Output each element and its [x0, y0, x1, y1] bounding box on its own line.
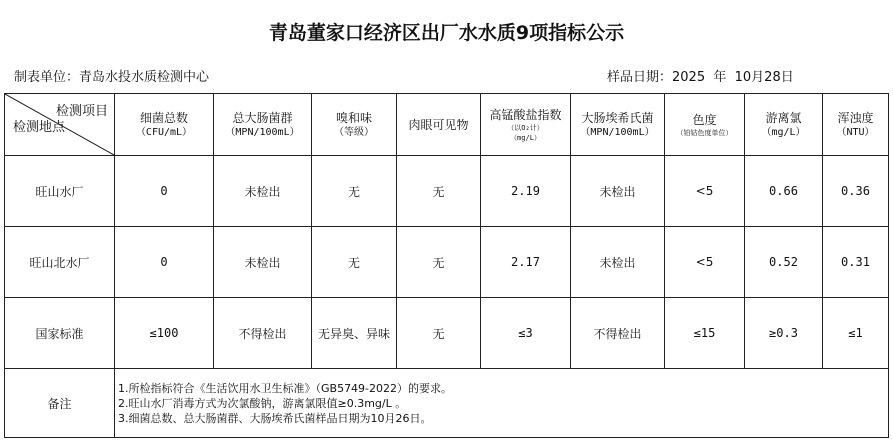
header-cell — [745, 94, 823, 156]
value-cell: ≤3 — [481, 298, 571, 369]
header-cell — [214, 94, 312, 156]
notes-row — [5, 369, 889, 438]
table-row — [5, 156, 889, 227]
header-unit: （铂钴色度单位） — [676, 128, 733, 137]
corner-sites-label: 检测地点 — [13, 120, 66, 135]
sample-date — [607, 66, 794, 85]
header-unit: （以O₂计） — [507, 123, 544, 132]
header-row — [5, 94, 889, 156]
header-name: 游离氯 — [765, 111, 802, 125]
header-cell — [665, 94, 745, 156]
header-cell — [397, 94, 481, 156]
corner-items-label: 检测项目 — [55, 104, 108, 119]
note-line: 3.细菌总数、总大肠菌群、大肠埃希氏菌样品日期为10月26日。 — [118, 411, 432, 425]
header-name: 总大肠菌群 — [232, 111, 293, 125]
value-cell: 0.66 — [745, 156, 823, 227]
header-name: 浑浊度 — [837, 111, 874, 125]
value-cell: 未检出 — [214, 156, 312, 227]
header-cell — [481, 94, 571, 156]
value-cell: 无 — [312, 227, 397, 298]
value-cell: 无 — [397, 227, 481, 298]
corner-header-cell — [5, 94, 115, 156]
value-cell: 0.52 — [745, 227, 823, 298]
table-row — [5, 227, 889, 298]
value-cell: 无 — [397, 298, 481, 369]
header-cell — [312, 94, 397, 156]
header-unit: （等级） — [334, 127, 374, 138]
value-cell: 0 — [115, 227, 214, 298]
header-cell — [115, 94, 214, 156]
value-cell: 无 — [397, 156, 481, 227]
value-cell: 不得检出 — [571, 298, 665, 369]
header-cell — [571, 94, 665, 156]
value-cell: 0 — [115, 156, 214, 227]
header-name: 色度 — [692, 112, 717, 127]
note-line: 2.旺山水厂消毒方式为次氯酸钠，游离氯限值≥0.3mg/L 。 — [118, 396, 407, 410]
value-cell: 未检出 — [214, 227, 312, 298]
value-cell: 0.36 — [823, 156, 889, 227]
header-name: 细菌总数 — [139, 111, 188, 125]
value-cell: 无 — [312, 156, 397, 227]
value-cell: 2.17 — [481, 227, 571, 298]
value-cell: ≤15 — [665, 298, 745, 369]
notes-label: 备注 — [5, 369, 115, 438]
notes-cell — [115, 369, 889, 438]
header-unit: （mg/L） — [761, 127, 806, 138]
header-name: 肉眼可见物 — [408, 117, 469, 132]
value-cell: 未检出 — [571, 156, 665, 227]
header-name: 大肠埃希氏菌 — [581, 111, 654, 125]
value-cell: 2.19 — [481, 156, 571, 227]
header-name: 高锰酸盐指数 — [489, 107, 562, 122]
value-cell: 未检出 — [571, 227, 665, 298]
sample-date-label: 样品日期： — [607, 70, 673, 85]
header-unit: （CFU/mL） — [135, 127, 193, 138]
page-title: 青岛董家口经济区出厂水水质9项指标公示 — [268, 22, 625, 44]
table-row — [5, 298, 889, 369]
value-cell: ≤100 — [115, 298, 214, 369]
value-cell: ≥0.3 — [745, 298, 823, 369]
value-cell: 0.31 — [823, 227, 889, 298]
header-unit: （NTU） — [836, 127, 875, 138]
water-quality-table — [4, 93, 889, 438]
value-cell: <5 — [665, 156, 745, 227]
value-cell: ≤1 — [823, 298, 889, 369]
header-unit: （mg/L） — [510, 133, 541, 142]
header-unit: （MPN/100mL） — [580, 127, 655, 138]
value-cell: 不得检出 — [214, 298, 312, 369]
value-cell: <5 — [665, 227, 745, 298]
sample-date-value: 2025 年 10月28日 — [672, 70, 794, 85]
site-cell: 旺山北水厂 — [5, 227, 115, 298]
header-cell — [823, 94, 889, 156]
value-cell: 无异臭、异味 — [312, 298, 397, 369]
header-name: 嗅和味 — [335, 111, 372, 125]
header-unit: （MPN/100mL） — [225, 127, 300, 138]
site-cell: 国家标准 — [5, 298, 115, 369]
site-cell: 旺山水厂 — [5, 156, 115, 227]
note-line: 1.所检指标符合《生活饮用水卫生标准》（GB5749-2022）的要求。 — [118, 381, 453, 395]
issuing-unit: 制表单位：青岛水投水质检测中心 — [14, 70, 210, 85]
